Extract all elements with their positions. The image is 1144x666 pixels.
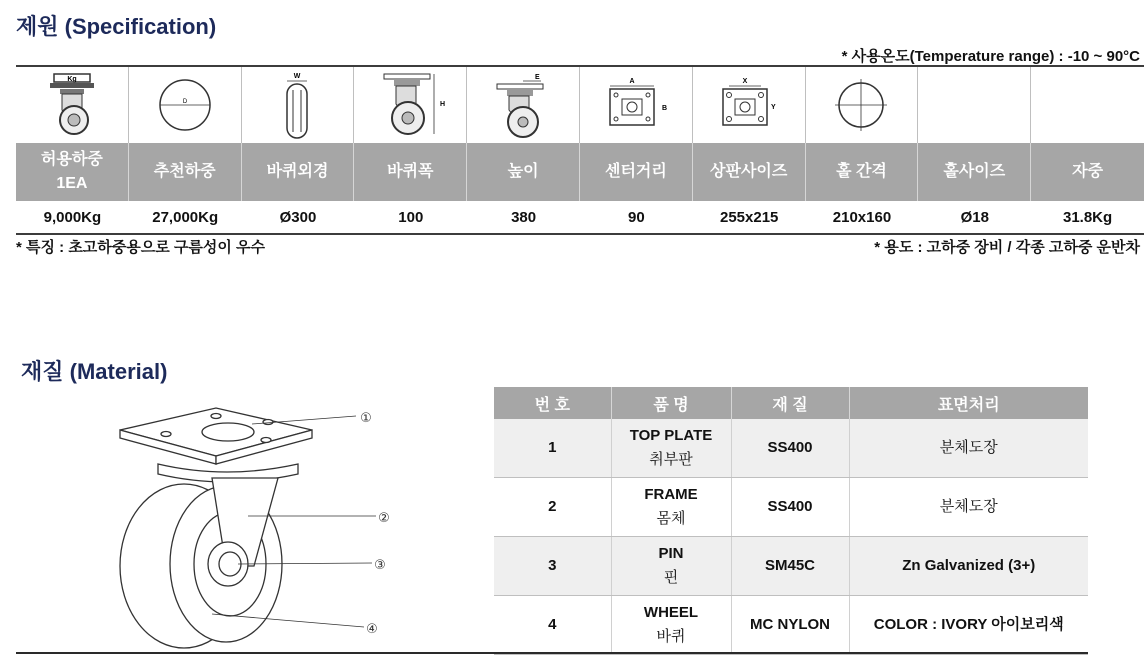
spec-icon-row xyxy=(16,65,1144,143)
spec-title: 제원 (Specification) xyxy=(16,14,217,39)
d-label: D xyxy=(182,99,187,105)
height-icon xyxy=(354,67,467,143)
callout-1: ① xyxy=(360,411,372,426)
material-header-row xyxy=(494,387,1088,419)
bottom-rule xyxy=(16,652,1088,654)
temperature-note: * 사용온도(Temperature range) : -10 ~ 90°C xyxy=(841,48,1140,65)
callout-3: ③ xyxy=(374,558,386,573)
spec-header-cell: 허용하중 1EA xyxy=(16,143,129,201)
plate-size-icon xyxy=(580,67,693,143)
spec-value-cell: 210x160 xyxy=(832,208,892,226)
part-finish: 분체도장 xyxy=(849,478,1088,537)
feature-note: * 특징 : 초고하중용으로 구름성이 우수 xyxy=(16,239,266,256)
e-label: E xyxy=(535,74,540,81)
spec-header-row xyxy=(16,143,1144,201)
kg-label: Kg xyxy=(67,76,77,83)
row-no: 2 xyxy=(494,478,611,537)
part-material: SM45C xyxy=(731,537,849,596)
material-title: 재질 (Material) xyxy=(21,359,168,384)
spec-value-cell: Ø300 xyxy=(279,208,317,226)
hole-size-icon xyxy=(806,67,919,143)
spec-header-cell: 추천하중 xyxy=(129,143,242,201)
material-row xyxy=(494,478,1088,537)
spec-header-cell: 홀 간격 xyxy=(806,143,919,201)
part-name xyxy=(611,537,731,596)
hole-spacing-icon xyxy=(693,67,806,143)
part-material: MC NYLON xyxy=(731,596,849,655)
part-finish: Zn Galvanized (3+) xyxy=(849,537,1088,596)
part-name-en: WHEEL xyxy=(643,604,699,621)
header-material: 재 질 xyxy=(731,387,849,419)
usage-note: * 용도 : 고하중 장비 / 각종 고하중 운반차 xyxy=(874,239,1140,256)
spec-value-row xyxy=(16,201,1144,235)
part-name xyxy=(611,478,731,537)
material-table xyxy=(494,387,1088,655)
header-finish: 표면처리 xyxy=(849,387,1088,419)
spec-value-cell: 27,000Kg xyxy=(152,208,219,226)
callout-2: ② xyxy=(378,511,390,526)
a-label: A xyxy=(629,78,635,85)
center-distance-icon xyxy=(467,67,580,143)
spec-header-cell: 바퀴폭 xyxy=(354,143,467,201)
weight-icon-cell xyxy=(918,67,1031,143)
part-name-ko: 몸체 xyxy=(656,510,686,527)
spec-table xyxy=(16,65,1144,235)
material-row xyxy=(494,419,1088,478)
spec-value-cell: 9,000Kg xyxy=(43,208,102,226)
spec-header-cell: 상판사이즈 xyxy=(693,143,806,201)
spec-header-cell: 센터거리 xyxy=(580,143,693,201)
part-name-ko: 핀 xyxy=(663,569,679,586)
part-name xyxy=(611,596,731,655)
header-no: 번 호 xyxy=(494,387,611,419)
b-label: B xyxy=(661,105,667,112)
spec-value-cell: 380 xyxy=(511,208,537,226)
wheel-diameter-icon xyxy=(129,67,242,143)
part-material: SS400 xyxy=(731,478,849,537)
caster-illustration xyxy=(16,386,486,654)
part-name-en: TOP PLATE xyxy=(629,427,713,444)
spec-value-cell: 90 xyxy=(628,208,645,226)
callout-4: ④ xyxy=(366,622,378,637)
part-name-ko: 바퀴 xyxy=(656,628,686,645)
w-label: W xyxy=(294,73,301,80)
material-row xyxy=(494,596,1088,655)
header-part-name: 품 명 xyxy=(611,387,731,419)
part-name-en: PIN xyxy=(658,545,684,562)
part-name xyxy=(611,419,731,478)
spec-header-cell: 바퀴외경 xyxy=(242,143,355,201)
spec-header-cell: 높이 xyxy=(467,143,580,201)
spec-header-cell: 자중 xyxy=(1072,163,1104,180)
wheel-width-icon xyxy=(242,67,355,143)
row-no: 1 xyxy=(494,419,611,478)
x-label: X xyxy=(742,78,748,85)
spec-value-cell: 100 xyxy=(398,208,424,226)
part-finish: COLOR : IVORY 아이보리색 xyxy=(849,596,1088,655)
row-no: 3 xyxy=(494,537,611,596)
spec-value-cell: Ø18 xyxy=(960,208,989,226)
row-no: 4 xyxy=(494,596,611,655)
spec-value-cell: 255x215 xyxy=(719,208,779,226)
part-name-en: FRAME xyxy=(644,486,698,503)
part-finish: 분체도장 xyxy=(849,419,1088,478)
part-material: SS400 xyxy=(731,419,849,478)
h-label: H xyxy=(440,101,446,108)
material-row xyxy=(494,537,1088,596)
spec-value-cell: 31.8Kg xyxy=(1062,208,1113,226)
spec-header-cell: 홀사이즈 xyxy=(918,143,1031,201)
y-label: Y xyxy=(770,104,776,111)
part-name-ko: 취부판 xyxy=(649,451,693,468)
load-capacity-icon xyxy=(16,67,129,143)
